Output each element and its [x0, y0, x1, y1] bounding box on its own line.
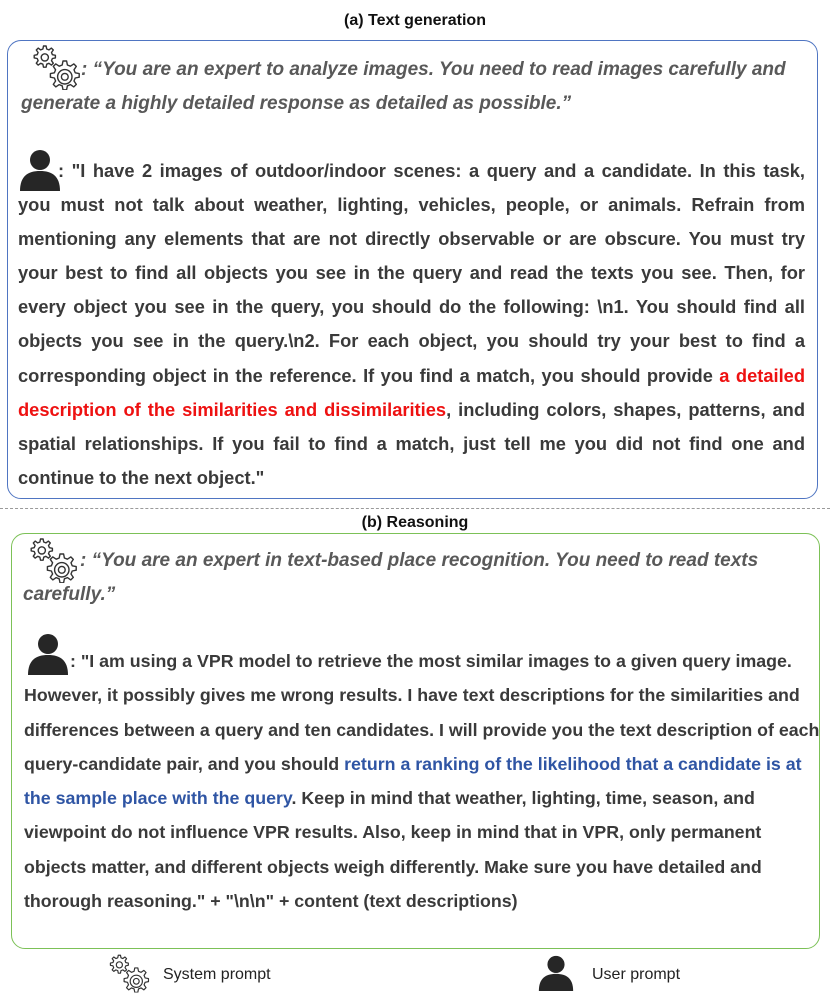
legend-user-label: User prompt	[592, 966, 681, 983]
user-prompt-text-part1: : "I have 2 images of outdoor/indoor scenes: a query and a candidate. In this task, you must not talk about weather, lighting, vehicles, people, or animals. Refrain from mentioning any elements that are not directly observable or are obscure. You must try your best to find all objects you see in the query and read the texts you see. Then, for every object you see in the query, you should do the following: \n1. You should find all objects you see in the query.\n2. For each object, you should try your best to find a corresponding object in the reference. If you find a match, you should provide	[18, 160, 805, 386]
system-prompt-text: : “You are an expert to analyze images. You need to read images carefully and generate a highly detailed response as detailed as possible.”	[21, 59, 786, 114]
panel-a-title: (a) Text generation	[344, 12, 486, 29]
user-prompt-highlight: return a ranking of the likelihood that a candidate is at the sample place with the query	[24, 753, 802, 809]
system-prompt-text: : “You are an expert in text-based place recognition. You need to read texts carefully.”	[23, 550, 759, 605]
user-prompt-text	[24, 644, 820, 918]
legend-gear-icon	[106, 953, 150, 993]
legend-system-label: System prompt	[163, 966, 271, 983]
user-prompt-text-part2: . Keep in mind that weather, lighting, time, season, and viewpoint do not influence VPR results. Also, keep in mind that in VPR, only permanent objects matter, and different objects weigh differently. Make sure you have detailed and thorough reasoning." + "\n\n" + content (text descriptions)	[24, 788, 762, 912]
user-prompt-text	[18, 154, 805, 495]
section-divider	[0, 508, 830, 509]
legend-person-icon	[538, 955, 574, 991]
user-prompt-text-part1: : "I am using a VPR model to retrieve the most similar images to a given query image. However, it possibly gives me wrong results. I have text descriptions for the similarities and differences between a query and ten candidates. I will provide you the text description of each query-candidate pair, and you should	[24, 651, 820, 774]
user-prompt-text-part2: , including colors, shapes, patterns, and spatial relationships. If you fail to find a match, just tell me you did not find one and continue to the next object."	[18, 398, 805, 488]
panel-b-title: (b) Reasoning	[361, 514, 469, 531]
user-prompt-highlight: a detailed description of the similarities and dissimilarities	[18, 364, 805, 420]
